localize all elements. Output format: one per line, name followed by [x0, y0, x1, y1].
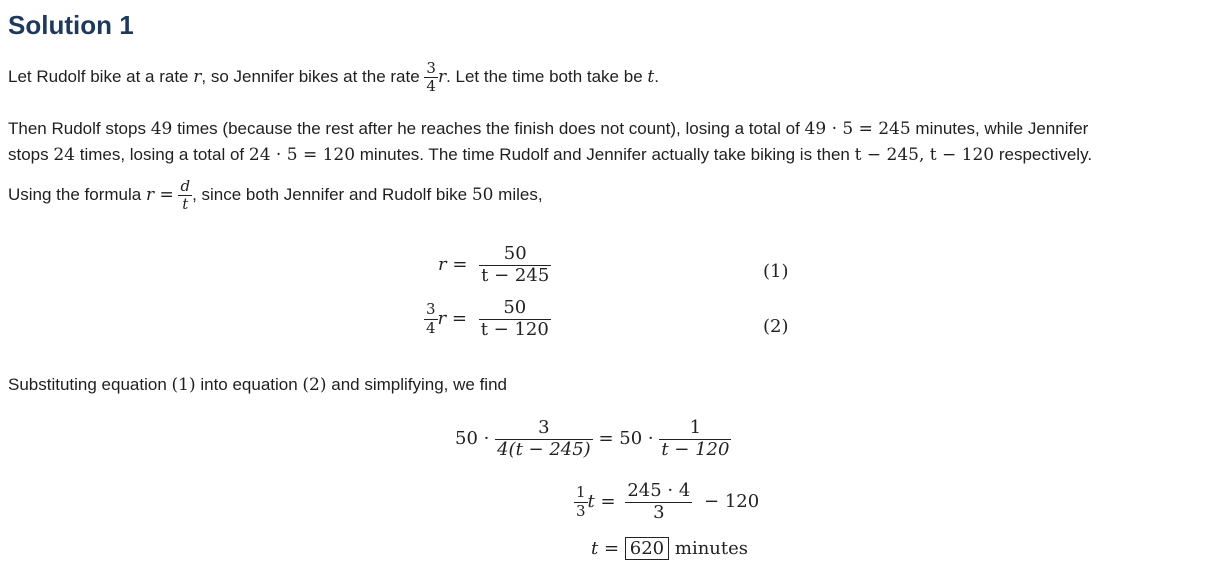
paragraph-stops: Then Rudolf stops 49 times (because the rest after he reaches the finish does not count), losing a total of 49 · 5 = 245 minutes, while Jennifer stops 24 times, losing a total of 24 · 5 = 120 minutes. The time Rudolf and Jennifer actually take biking is then t − 245, t − 120 respectively. — [8, 119, 1093, 165]
solution-title: Solution 1 — [8, 10, 134, 40]
equation-2: $\frac{3}{4}$ r = $\frac{50}{t - 120}$ — [426, 297, 549, 340]
solve-step-2: $\frac{1}{3}$ t = $\frac{245 \cdot 4}{3}$ − 120 — [576, 480, 760, 523]
solve-step-3: t = 620 minutes — [591, 538, 749, 559]
paragraph-rates: Let Rudolf bike at a rate r, so Jennifer bikes at the rate $\frac{3}{4}$ r. Let the time both take be t. — [8, 59, 659, 96]
equation-1: r = $\frac{50}{t - 245}$ — [438, 243, 550, 286]
equation-tag-2: (2) — [763, 316, 789, 337]
paragraph-substitute: Substituting equation (1) into equation (2) and simplifying, we find — [8, 375, 507, 395]
solve-step-1: 50 · $\frac{3}{4(t - 245)}$ = 50 · $\frac{1}{t - 120}$ — [455, 417, 730, 460]
boxed-answer: 620 — [625, 537, 669, 560]
paragraph-formula: Using the formula r = $\frac{d}{t}$ , since both Jennifer and Rudolf bike 50 miles, — [8, 177, 543, 214]
answer-unit: minutes — [674, 538, 749, 559]
fraction-d-over-t: $\frac{d}{t}$ — [180, 177, 191, 214]
fraction-three-quarters: $\frac{3}{4}$ — [426, 59, 436, 96]
equation-tag-1: (1) — [763, 261, 789, 282]
